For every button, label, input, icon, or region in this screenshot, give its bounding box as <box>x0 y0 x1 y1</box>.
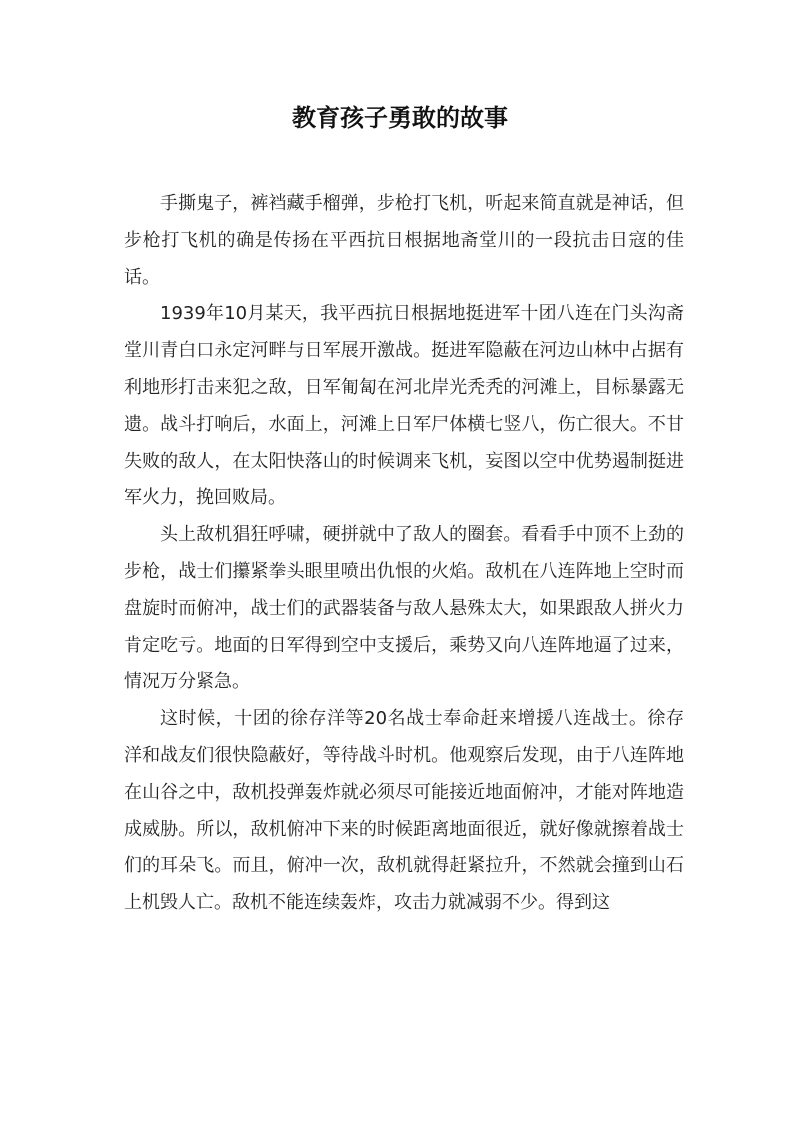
paragraph-3: 头上敌机猖狂呼啸，硬拼就中了敌人的圈套。看看手中顶不上劲的步枪，战士们攥紧拳头眼里喷出仇恨的火焰。敌机在八连阵地上空时而盘旋时而俯冲，战士们的武器装备与敌人悬殊太大，如果跟敌人拼火力肯定吃亏。地面的日军得到空中支援后，乘势又向八连阵地逼了过来，情况万分紧急。 <box>124 524 684 693</box>
page-title: 教育孩子勇敢的故事 <box>292 104 508 132</box>
paragraph-4: 这时候，十团的徐存洋等20名战士奉命赶来增援八连战士。徐存洋和战友们很快隐蔽好，等待战斗时机。他观察后发现，由于八连阵地在山谷之中，敌机投弹轰炸就必须尽可能接近地面俯冲，才能对阵地造成威胁。所以，敌机俯冲下来的时候距离地面很近，就好像就擦着战士们的耳朵飞。而且，俯冲一次，敌机就得赶紧拉升，不然就会撞到山石上机毁人亡。敌机不能连续轰炸，攻击力就减弱不少。得到这 <box>124 708 684 914</box>
paragraph-2: 1939年10月某天，我平西抗日根据地挺进军十团八连在门头沟斋堂川青白口永定河畔与日军展开激战。挺进军隐蔽在河边山林中占据有利地形打击来犯之敌，日军匍匐在河北岸光秃秃的河滩上，目标暴露无遗。战斗打响后，水面上，河滩上日军尸体横七竖八，伤亡很大。不甘失败的敌人，在太阳快落山的时候调来飞机，妄图以空中优势遏制挺进军火力，挽回败局。 <box>124 303 684 509</box>
paragraph-1: 手撕鬼子，裤裆藏手榴弹，步枪打飞机，听起来简直就是神话，但步枪打飞机的确是传扬在平西抗日根据地斋堂川的一段抗击日寇的佳话。 <box>124 193 684 288</box>
article-body <box>124 186 684 922</box>
